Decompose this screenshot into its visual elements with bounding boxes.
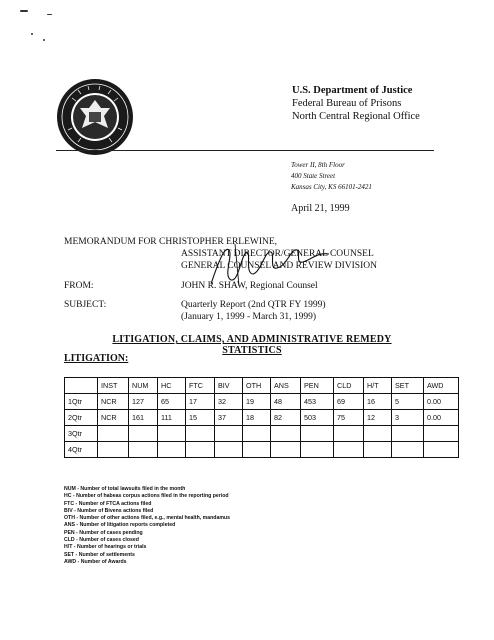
legend-item: SET - Number of settlements — [64, 551, 135, 558]
table-cell: 15 — [186, 410, 215, 426]
subject-line: Quarterly Report (2nd QTR FY 1999) — [181, 300, 326, 310]
table-cell — [271, 442, 301, 458]
legend-item: CLD - Number of cases closed — [64, 537, 139, 544]
table-cell: 65 — [158, 394, 186, 410]
office-address — [291, 160, 372, 193]
doj-seal — [56, 78, 134, 156]
address-line: Kansas City, KS 66101-2421 — [291, 183, 372, 191]
bureau-name: Federal Bureau of Prisons — [292, 98, 402, 109]
table-cell — [334, 442, 364, 458]
column-header: H/T — [364, 378, 392, 394]
table-cell — [334, 426, 364, 442]
table-cell: 503 — [301, 410, 334, 426]
handwritten-signature — [205, 240, 335, 290]
table-row — [65, 426, 459, 442]
table-cell: NCR — [98, 394, 129, 410]
office-name: North Central Regional Office — [292, 111, 420, 122]
table-cell: 111 — [158, 410, 186, 426]
table-cell: 19 — [243, 394, 271, 410]
table-cell — [215, 426, 243, 442]
column-header: INST — [98, 378, 129, 394]
litigation-stats-table — [64, 377, 459, 458]
legend-item: H/T - Number of hearings or trials — [64, 544, 147, 551]
legend-item: OTH - Number of other actions filed, e.g., mental health, mandamus — [64, 515, 231, 522]
table-cell: 161 — [129, 410, 158, 426]
table-cell: 18 — [243, 410, 271, 426]
table-cell — [364, 442, 392, 458]
table-cell: 3 — [392, 410, 424, 426]
column-header: PEN — [301, 378, 334, 394]
subject-period: (January 1, 1999 - March 31, 1999) — [181, 312, 317, 322]
memo-for-title: ASSISTANT DIRECTOR/GENERAL COUNSEL — [181, 249, 374, 259]
column-header: BIV — [215, 378, 243, 394]
scan-speck — [31, 33, 33, 35]
table-cell: 12 — [364, 410, 392, 426]
table-cell — [301, 442, 334, 458]
address-line: Tower II, 8th Floor — [291, 161, 345, 169]
table-cell — [129, 426, 158, 442]
table-cell — [364, 426, 392, 442]
table-row — [65, 394, 459, 410]
table-cell: 32 — [215, 394, 243, 410]
table-cell: 2Qtr — [65, 410, 98, 426]
table-cell: 127 — [129, 394, 158, 410]
table-cell — [424, 442, 459, 458]
memo-for-line: MEMORANDUM FOR CHRISTOPHER ERLEWINE, — [64, 237, 278, 247]
legend-item: HC - Number of habeas corpus actions filed in the reporting period — [64, 493, 229, 500]
litigation-heading: LITIGATION: — [64, 353, 129, 364]
from-value: JOHN R. SHAW, Regional Counsel — [181, 281, 318, 291]
table-cell: 37 — [215, 410, 243, 426]
column-header — [65, 378, 98, 394]
column-header: HC — [158, 378, 186, 394]
scan-speck — [20, 10, 28, 12]
scan-speck — [43, 39, 45, 41]
seal-emblem-icon — [56, 78, 134, 156]
section-title: LITIGATION, CLAIMS, AND ADMINISTRATIVE REMEDY STATISTICS — [112, 334, 392, 356]
table-header-row — [65, 378, 459, 394]
table-row — [65, 410, 459, 426]
legend-item: NUM - Number of total lawsuits filed in the month — [64, 486, 186, 492]
table-cell — [243, 442, 271, 458]
table-cell: 82 — [271, 410, 301, 426]
column-header: CLD — [334, 378, 364, 394]
table-cell: 17 — [186, 394, 215, 410]
legend-item: FTC - Number of FTCA actions filed — [64, 500, 152, 507]
memo-for-division: GENERAL COUNSEL AND REVIEW DIVISION — [181, 261, 377, 271]
column-header: OTH — [243, 378, 271, 394]
table-row — [65, 442, 459, 458]
column-header: NUM — [129, 378, 158, 394]
table-cell: 453 — [301, 394, 334, 410]
column-header: AWD — [424, 378, 459, 394]
table-cell — [129, 442, 158, 458]
table-cell: NCR — [98, 410, 129, 426]
table-cell — [243, 426, 271, 442]
table-cell: 4Qtr — [65, 442, 98, 458]
table-cell — [158, 426, 186, 442]
column-header: ANS — [271, 378, 301, 394]
memo-date: April 21, 1999 — [291, 203, 350, 214]
subject-label: SUBJECT: — [64, 300, 107, 310]
table-cell — [271, 426, 301, 442]
agency-header — [292, 84, 420, 123]
table-cell: 69 — [334, 394, 364, 410]
legend-item: PEN - Number of cases pending — [64, 529, 143, 536]
header-rule — [56, 150, 434, 151]
legend-item: ANS - Number of litigation reports completed — [64, 522, 176, 529]
table-cell — [186, 442, 215, 458]
table-cell — [392, 426, 424, 442]
abbreviation-legend — [64, 486, 230, 566]
table-cell: 0.00 — [424, 394, 459, 410]
legend-item: BIV - Number of Bivens actions filed — [64, 507, 154, 514]
column-header: SET — [392, 378, 424, 394]
address-line: 400 State Street — [291, 172, 336, 180]
table-cell — [424, 426, 459, 442]
table-cell: 3Qtr — [65, 426, 98, 442]
scan-speck — [47, 14, 52, 15]
table-cell: 1Qtr — [65, 394, 98, 410]
table-cell: 75 — [334, 410, 364, 426]
table-cell — [186, 426, 215, 442]
table-cell: 5 — [392, 394, 424, 410]
table-cell: 0.00 — [424, 410, 459, 426]
table-cell — [98, 442, 129, 458]
agency-name: U.S. Department of Justice — [292, 85, 413, 96]
from-label: FROM: — [64, 281, 94, 291]
table-cell — [98, 426, 129, 442]
table-cell: 16 — [364, 394, 392, 410]
table-cell: 48 — [271, 394, 301, 410]
legend-item: AWD - Number of Awards — [64, 558, 127, 565]
column-header: FTC — [186, 378, 215, 394]
table-cell — [392, 442, 424, 458]
table-cell — [301, 426, 334, 442]
table-cell — [215, 442, 243, 458]
table-cell — [158, 442, 186, 458]
